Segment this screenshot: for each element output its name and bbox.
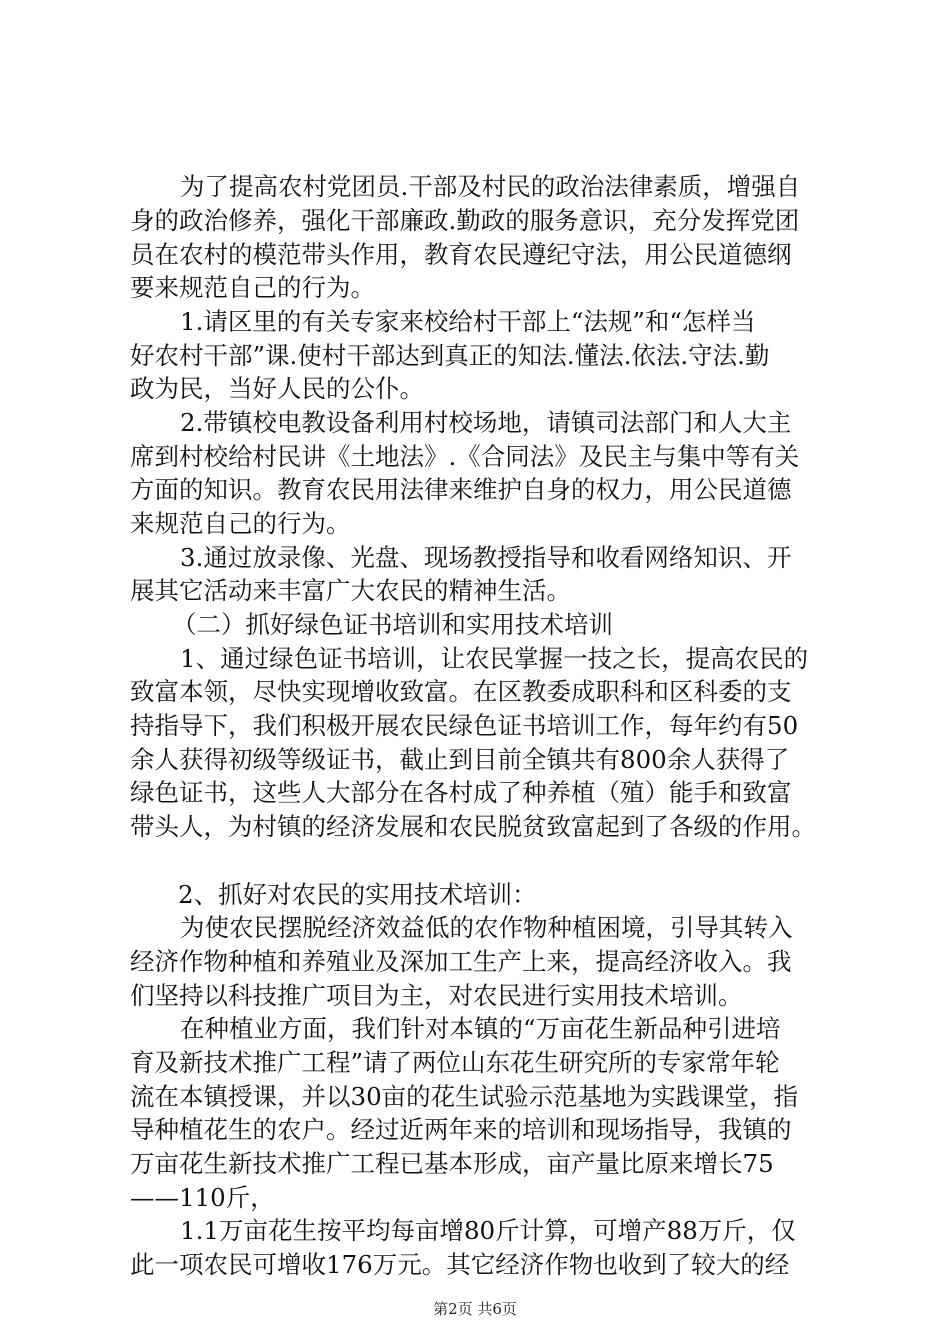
text-line-10: 方面的知识。教育农民用法律来维护自身的权力，用公民道德 [130,475,792,504]
text-line-8: 2.带镇校电教设备利用村校场地，请镇司法部门和人大主 [180,408,792,437]
section-heading: （二）抓好绿色证书培训和实用技术培训 [172,610,613,639]
subsection-heading: 2、抓好对农民的实用技术培训： [178,880,537,909]
text-line-26: 育及新技术推广工程”请了两位山东花生研究所的专家常年轮 [130,1048,780,1077]
text-line-5: 1.请区里的有关专家来校给村干部上“法规”和“怎样当 [180,307,756,336]
text-line-19: 绿色证书，这些人大部分在各村成了种养植（殖）能手和致富 [130,778,792,807]
text-line-22: 为使农民摆脱经济效益低的农作物种植困境，引导其转入 [180,913,793,942]
text-line-27: 流在本镇授课，并以30亩的花生试验示范基地为实践课堂，指 [130,1082,799,1111]
text-line-9: 席到村校给村民讲《土地法》.《合同法》及民主与集中等有关 [130,442,800,471]
text-line-3: 员在农村的模范带头作用，教育农民遵纪守法，用公民道德纲 [130,240,792,269]
text-line-20: 带头人，为村镇的经济发展和农民脱贫致富起到了各级的作用。 [130,812,816,841]
text-line-13: 展其它活动来丰富广大农民的精神生活。 [130,576,571,605]
text-line-17: 持指导下，我们积极开展农民绿色证书培训工作，每年约有50 [130,711,799,740]
text-line-30: ——110斤， [130,1183,275,1212]
text-line-28: 导种植花生的农户。经过近两年来的培训和现场指导，我镇的 [130,1115,792,1144]
text-line-31: 1.1万亩花生按平均每亩增80斤计算，可增产88万斤，仅 [180,1216,796,1245]
text-line-2: 身的政治修养，强化干部廉政.勤政的服务意识，充分发挥党团 [130,206,800,235]
text-line-1: 为了提高农村党团员.干部及村民的政治法律素质，增强自 [180,172,801,201]
text-line-25: 在种植业方面，我们针对本镇的“万亩花生新品种引进培 [180,1014,781,1043]
text-line-16: 致富本领，尽快实现增收致富。在区教委成职科和区科委的支 [130,677,792,706]
text-line-12: 3.通过放录像、光盘、现场教授指导和收看网络知识、开 [180,543,792,572]
text-line-29: 万亩花生新技术推广工程已基本形成，亩产量比原来增长75 [130,1149,774,1178]
page-footer: 第2页 共6页 [433,1300,517,1318]
text-line-18: 余人获得初级等级证书，截止到目前全镇共有800余人获得了 [130,745,790,774]
text-line-24: 们坚持以科技推广项目为主，对农民进行实用技术培训。 [130,981,743,1010]
text-line-15: 1、通过绿色证书培训，让农民掌握一技之长，提高农民的 [180,644,809,673]
text-line-4: 要来规范自己的行为。 [130,273,375,302]
text-line-7: 政为民，当好人民的公仆。 [130,374,424,403]
text-line-23: 经济作物种植和养殖业及深加工生产上来，提高经济收入。我 [130,947,792,976]
text-line-11: 来规范自己的行为。 [130,509,351,538]
text-line-6: 好农村干部”课.使村干部达到真正的知法.懂法.依法.守法.勤 [130,341,770,370]
text-line-32: 此一项农民可增收176万元。其它经济作物也收到了较大的经 [130,1250,790,1279]
